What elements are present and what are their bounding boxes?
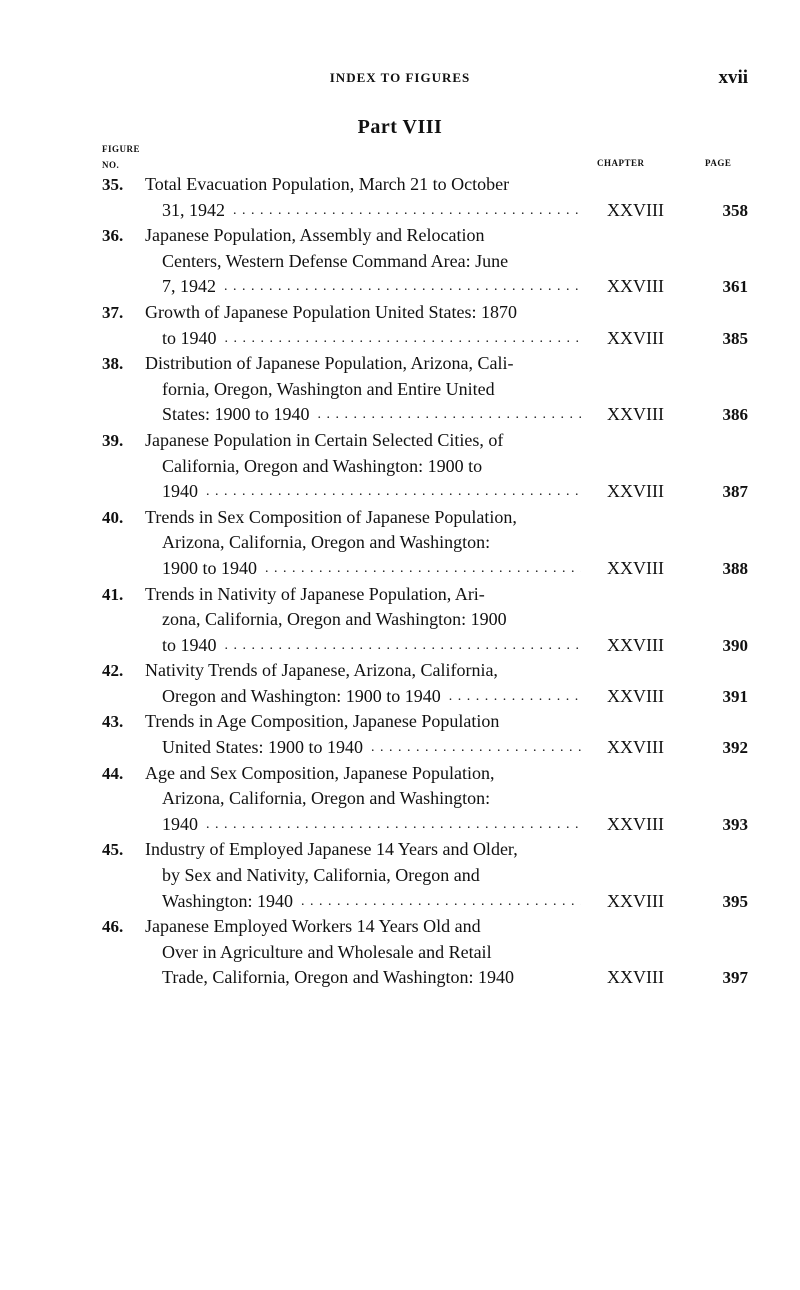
page-column-header: PAGE [705,158,732,168]
chapter-ref: XXVIII [607,276,664,297]
figure-title-line: States: 1900 to 1940 . . . [145,402,581,428]
figure-column-header [102,141,140,173]
page-ref: 361 [722,277,748,297]
figure-title-line: Total Evacuation Population, March 21 to October [145,174,510,194]
chapter-ref: XXVIII [607,634,664,655]
figure-title [145,658,581,709]
page-ref: 386 [722,405,748,425]
figure-title-line: by Sex and Nativity, California, Oregon and [162,865,480,886]
figure-title [145,914,581,991]
index-entry [0,837,800,914]
figure-title [145,837,581,914]
figure-number: 40. [102,507,124,527]
chapter-ref: XXVIII [607,813,664,834]
running-title: INDEX TO FIGURES [329,70,471,85]
chapter-ref: XXVIII [607,327,664,348]
figure-title-line: Japanese Employed Workers 14 Years Old and [145,916,481,937]
index-entry [0,761,800,838]
figure-title-line: Trade, California, Oregon and Washington: 1940 [162,967,515,988]
figure-title-line: Industry of Employed Japanese 14 Years and Older, [145,839,518,860]
figure-title-line: Arizona, California, Oregon and Washington: [162,532,491,553]
index-entry [0,172,800,223]
figure-number: 42. [102,661,124,681]
figure-title-line: Washington: 1940 . . . [145,889,581,915]
figure-title-line: 31, 1942 . . . [145,198,581,224]
figure-title [145,505,581,582]
figure-number: 39. [102,430,124,450]
figure-title-line: Over in Agriculture and Wholesale and Retail [162,941,492,962]
index-entry [0,300,800,351]
figure-title [145,351,581,428]
index-entry [0,351,800,428]
figure-title-line: Trends in Age Composition, Japanese Population [145,711,500,732]
figure-title-line: Centers, Western Defense Command Area: June [162,250,509,271]
figure-title-line: Trends in Sex Composition of Japanese Population, [145,506,517,527]
index-entry [0,428,800,505]
figure-title [145,172,581,223]
index-entry [0,658,800,709]
figure-title-line: Arizona, California, Oregon and Washington: [162,788,491,809]
index-entry [0,914,800,991]
part-title: Part VIII [357,116,443,138]
figure-index-list [0,172,800,991]
figure-title-line: to 1940 . . . [145,633,581,659]
figure-title-line: 7, 1942 . . . [145,274,581,300]
chapter-ref: XXVIII [607,557,664,578]
figure-title-line: Trends in Nativity of Japanese Population, Ari- [145,583,485,604]
figure-title-line: Age and Sex Composition, Japanese Population, [145,762,495,783]
figure-number: 37. [102,302,124,322]
page-ref: 393 [722,814,748,834]
page-ref: 390 [722,635,748,655]
figure-title-line: 1900 to 1940 . . . [145,556,581,582]
figure-title [145,761,581,838]
figure-title-line: California, Oregon and Washington: 1900 to [162,455,483,476]
figure-number: 44. [102,763,124,783]
figure-title [145,582,581,659]
page-ref: 391 [722,686,748,706]
running-head [0,67,800,94]
index-entry [0,223,800,300]
figure-title-line: Distribution of Japanese Population, Arizona, Cali- [145,353,514,374]
figure-header-line-1: FIGURE [102,144,141,154]
figure-title-line: Nativity Trends of Japanese, Arizona, California, [145,660,498,681]
figure-title-line: Japanese Population in Certain Selected Cities, of [145,429,504,450]
figure-title-line: fornia, Oregon, Washington and Entire United [162,378,495,399]
chapter-ref: XXVIII [607,737,664,758]
chapter-ref: XXVIII [607,890,664,911]
figure-title-line: United States: 1900 to 1940 . . . [145,735,581,761]
figure-title-line: Growth of Japanese Population United States: 1870 [145,301,517,322]
chapter-ref: XXVIII [607,685,664,706]
figure-title [145,300,581,351]
figure-number: 35. [102,175,124,194]
figure-title-line: zona, California, Oregon and Washington: 1900 [162,609,507,630]
figure-number: 38. [102,354,124,374]
figure-number: 36. [102,226,124,246]
chapter-ref: XXVIII [607,404,664,425]
page-ref: 392 [722,738,748,758]
page-ref: 397 [722,968,748,988]
figure-number: 43. [102,712,124,732]
page-ref: 388 [722,558,748,578]
figure-title [145,223,581,300]
figure-title [145,709,581,760]
figure-title [145,428,581,505]
index-entry [0,582,800,659]
figure-title-line: Oregon and Washington: 1900 to 1940 . . . [145,684,581,710]
figure-number: 45. [102,840,124,860]
figure-title-line: Japanese Population, Assembly and Relocation [145,225,485,246]
figure-title-line: to 1940 . . . [145,326,581,352]
figure-header-line-2: NO. [102,160,120,170]
page-ref: 385 [722,328,748,348]
chapter-column-header: CHAPTER [597,158,645,168]
figure-number: 46. [102,917,124,937]
chapter-ref: XXVIII [607,481,664,502]
page-ref: 358 [722,200,748,220]
chapter-ref: XXVIII [607,967,664,988]
index-entry [0,709,800,760]
page-ref: 395 [722,891,748,911]
chapter-ref: XXVIII [607,199,664,220]
index-entry [0,505,800,582]
figure-title-line: 1940 . . . [145,479,581,505]
figure-title-line: 1940 . . . [145,812,581,838]
page-number: xvii [718,67,748,88]
figure-number: 41. [102,584,124,604]
page-ref: 387 [722,482,748,502]
